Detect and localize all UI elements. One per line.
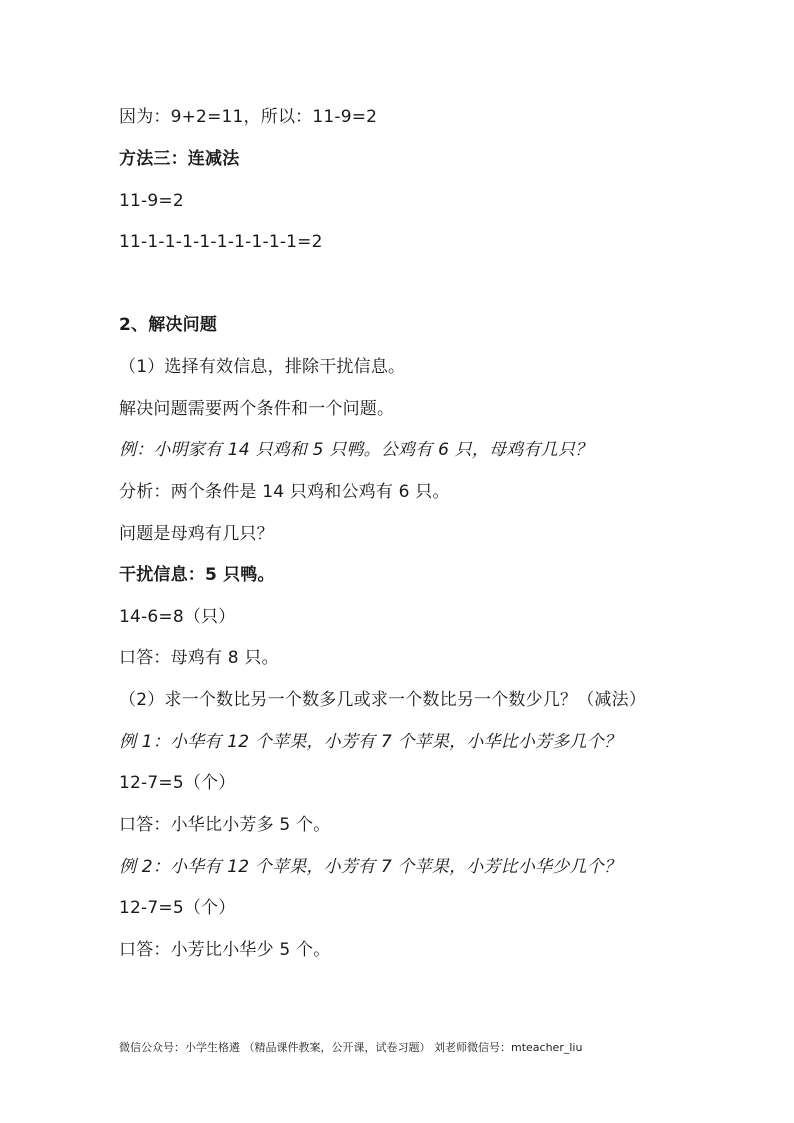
subsection-heading: （1）选择有效信息，排除干扰信息。 <box>119 357 406 377</box>
page-footer: 微信公众号：小学生格遴 （精品课件教案，公开课，试卷习题） 刘老师微信号：mteacher_liu <box>119 1041 583 1054</box>
text-line: 12-7=5（个） <box>119 773 236 793</box>
text-line: 12-7=5（个） <box>119 898 236 918</box>
example-line: 例 1：小华有 12 个苹果，小芳有 7 个苹果，小华比小芳多几个？ <box>119 732 622 752</box>
text-line: 问题是母鸡有几只？ <box>119 524 274 544</box>
text-line: 11-9=2 <box>119 191 184 211</box>
example-line: 例：小明家有 14 只鸡和 5 只鸭。公鸡有 6 只，母鸡有几只？ <box>119 440 593 460</box>
section-heading: 2、解决问题 <box>119 315 218 335</box>
text-line: 11-1-1-1-1-1-1-1-1-1=2 <box>119 232 323 252</box>
text-line: 口答：小华比小芳多 5 个。 <box>119 815 331 835</box>
example-line: 例 2：小华有 12 个苹果，小芳有 7 个苹果，小芳比小华少几个？ <box>119 857 622 877</box>
subsection-heading: （2）求一个数比另一个数多几或求一个数比另一个数少几？（减法） <box>119 690 647 710</box>
text-line: 14-6=8（只） <box>119 607 236 627</box>
text-line: 解决问题需要两个条件和一个问题。 <box>119 399 395 419</box>
text-line: 口答：母鸡有 8 只。 <box>119 648 279 668</box>
text-line: 因为：9+2=11，所以：11-9=2 <box>119 107 378 127</box>
interference-heading: 干扰信息：5 只鸭。 <box>119 565 275 585</box>
text-line: 口答：小芳比小华少 5 个。 <box>119 940 331 960</box>
text-line: 分析：两个条件是 14 只鸡和公鸡有 6 只。 <box>119 482 450 502</box>
method-three-heading: 方法三：连减法 <box>119 149 240 169</box>
